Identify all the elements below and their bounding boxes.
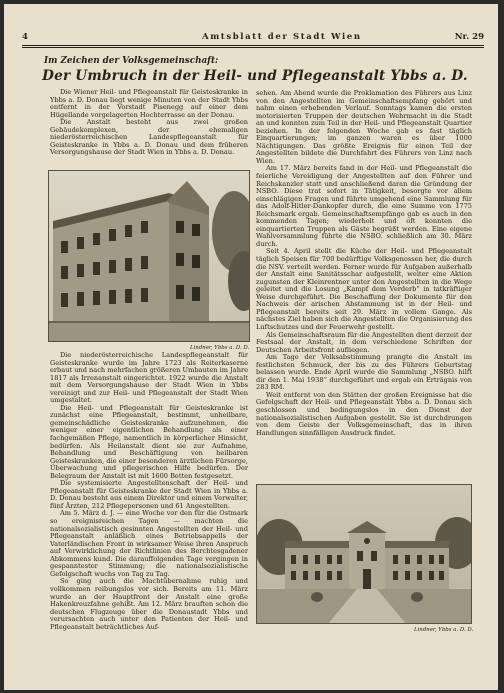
article-title: Der Umbruch in der Heil- und Pflegeanstalt Ybbs a. D. [42,68,468,84]
paragraph: Als Gemeinschaftsraum für die Angestellten dient derzeit der Festsaal der Anstalt, in dem verschiedene Schriften der Deutschen Arbeitsfront aufliegen. [256,330,472,354]
paragraph: Die systemisierte Angestelltenschaft der Heil- und Pflegeanstalt für Geisteskranke der Stadt Wien in Ybbs a. D. Donau besteht aus einem Direktor und einem Verwalter, fünf Ärzten, 212 Pflegepersonen und 61 Angestellten. [50,479,248,510]
left-column-body [50,352,248,631]
paragraph: Die Heil- und Pflegeanstalt für Geisteskranke ist zunächst eine Pflegeanstalt, bestimmt, unheilbare, gemeinschädliche Geisteskranke aufzunehmen, die weniger einer eigentlichen Behandlung als einer fachgemäßen Pflege, namentlich in körperlicher Hinsicht, bedürfen. Als Heilanstalt dient sie zur Aufnahme, Behandlung und Beschäftigung von heilbaren Geisteskranken, die einer besonderen ärztlichen Fürsorge, Überwachung und pflegerischen Hilfe bedürfen. Der Belegraum der Anstalt ist mit 1600 Betten festgesetzt. [50,403,248,480]
photo-caption: Lindner, Ybbs a. D. D. [414,627,474,633]
paragraph: Am 17. März bereits fand in der Heil- und Pflegeanstalt die feierliche Vereidigung der Angestellten auf den Führer und Reichskanzler statt und anschließend daran die Gründung der NSBO. Diese trat sofort in Tätigkeit, besorgte vor allem einschlägigen Fragen und führte umgehend eine Sammlung für das Adolf-Hitler-Dankopfer durch, die eine Summe von 1775 Reichsmark ergab. Gemeinschaftsempfänge gab es auch in den kommenden Tagen; wiederholt und oft konnten die einquartierten Truppen als Gäste begrüßt werden. Eine eigene Wahlversammlung führte die NSBO. schließlich am 30. März durch. [256,164,472,248]
header-rule-bottom [22,47,484,48]
paragraph: Weit entfernt von den Stätten der großen Ereignisse hat die Gefolgschaft der Heil- und Pflegeanstalt Ybbs a. D. Donau sich geschlossen und bedingungslos in den Dienst der nationalsozialistischen Aufgaben gestellt. Sie ist durchdrungen von dem Geiste der Volksgemeinschaft, das in ihren Handlungen sinnfälligen Ausdruck findet. [256,390,472,437]
paragraph: sehen. Am Abend wurde die Proklamation des Führers aus Linz von den Angestellten im Gemeinschaftsempfang gehört und nahm einen erhebenden Verlauf. Sonntags kamen die ersten motorisierten Truppen der deutschen Wehrmacht in die Stadt an und konnten zum Teil in der Heil- und Pflegeanstalt Quartier beziehen. In der folgenden Woche gab es fast täglich Einquartierungen; im ganzen waren es über 1000 Nächtigungen. Das größte Ereignis für einen Teil der Angestellten bildete die Durchfahrt des Führers von Linz nach Wien. [256,89,472,165]
issue-number: Nr. 29 [454,32,484,42]
paragraph: Am 5. März d. J. — eine Woche vor den für die Ostmark so ereignisreichen Tagen — machten die nationalsozialistisch gesinnten Angestellten der Heil- und Pflegeanstalt anläßlich eines Betriebsappells der Vaterländischen Front in wirksamer Weise ihren Anspruch auf Verwirklichung der Richtlinien des Berchtesgadener Abkommens kund. Die darauffolgenden Tage vergingen in gespanntester Stimmung; die nationalsozialistische Gefolgschaft wuchs von Tag zu Tag. [50,509,248,578]
header-rule-top [22,45,484,46]
building-facade-photo [48,170,250,342]
paragraph: Die niederösterreichische Landespflegeanstalt für Geisteskranke wurde im Jahre 1723 als Reiterkaserne erbaut und nach mehrfachen größeren Umbauten im Jahre 1817 als Irrenanstalt eingerichtet. 1922 wurde die Anstalt mit dem Versorgungshause der Stadt Wien in Ybbs vereinigt und zur Heil- und Pflegeanstalt der Stadt Wien umgestaltet. [50,351,248,405]
right-column-body [256,90,472,437]
paragraph: Die Wiener Heil- und Pflegeanstalt für Geisteskranke in Ybbs a. D. Donau liegt wenige Minuten von der Stadt Ybbs entfernt in der Vorstadt Pisenegg auf einer dem Hügellande vorgelagerten Hochterrasse an der Donau. [50,88,248,119]
page-number: 4 [22,32,28,42]
photo-caption: Lindner, Ybbs a. D. D. [190,345,250,351]
paragraph: So ging auch die Machtübernahme ruhig und vollkommen reibungslos vor sich. Bereits am 11. März wurde an der Hauptfront der Anstalt eine große Hakenkreuzfahne gehißt. Am 12. März brauften schon die deutschen Flugzeuge über die Donaustadt Ybbs und verursachten auch unter den Patienten der Heil- und Pflegeanstalt beträchtliches Auf- [50,577,248,631]
masthead: Amtsblatt der Stadt Wien [202,32,362,42]
newspaper-page [4,4,498,690]
paragraph: Seit 4. April stellt die Küche der Heil- und Pflegeanstalt täglich Speisen für 700 bedürftige Volksgenossen her, die durch die NSV. verteilt werden. Ferner wurde für Aufgaben außerhalb der Anstalt eine Sanitätsschar aufgestellt, weiter eine Aktion zugunsten der Kleinrentner unter den Angestellten in die Wege geleitet und die Losung „Kampf dem Verderb“ in tatkräftiger Weise durchgeführt. Die Beschaffung der Dokumente für den Nachweis der arischen Abstammung ist in der Heil- und Pflegeanstalt bereits seit 29. März in vollem Gange. Als nächstes Ziel haben sich die Angestellten die Organisierung des Luftschutzes und der Feuerwehr gestellt. [256,247,472,331]
anstalt-courtyard-photo [256,484,472,624]
article-kicker: Im Zeichen der Volksgemeinschaft: [44,56,219,66]
intro-text [50,89,248,171]
paragraph: Die Anstalt besteht aus zwei großen Gebäudekomplexen, der ehemaligen niederösterreichischen Landespflegeanstalt für Geisteskranke in Ybbs a. D. Donau und dem früheren Versorgungshause der Stadt Wien in Ybbs a. D. Donau. [50,118,248,157]
paragraph: Am Tage der Volksabstimmung prangte die Anstalt im festlichsten Schmuck, der bis zu des Führers Geburtstag belassen wurde. Ende April wurde die Sammlung „NSBO. hilft dir den 1. Mai 1938“ durchgeführt und ergab ein Erträgnis von 283 RM. [256,353,472,392]
page-header [22,30,484,46]
